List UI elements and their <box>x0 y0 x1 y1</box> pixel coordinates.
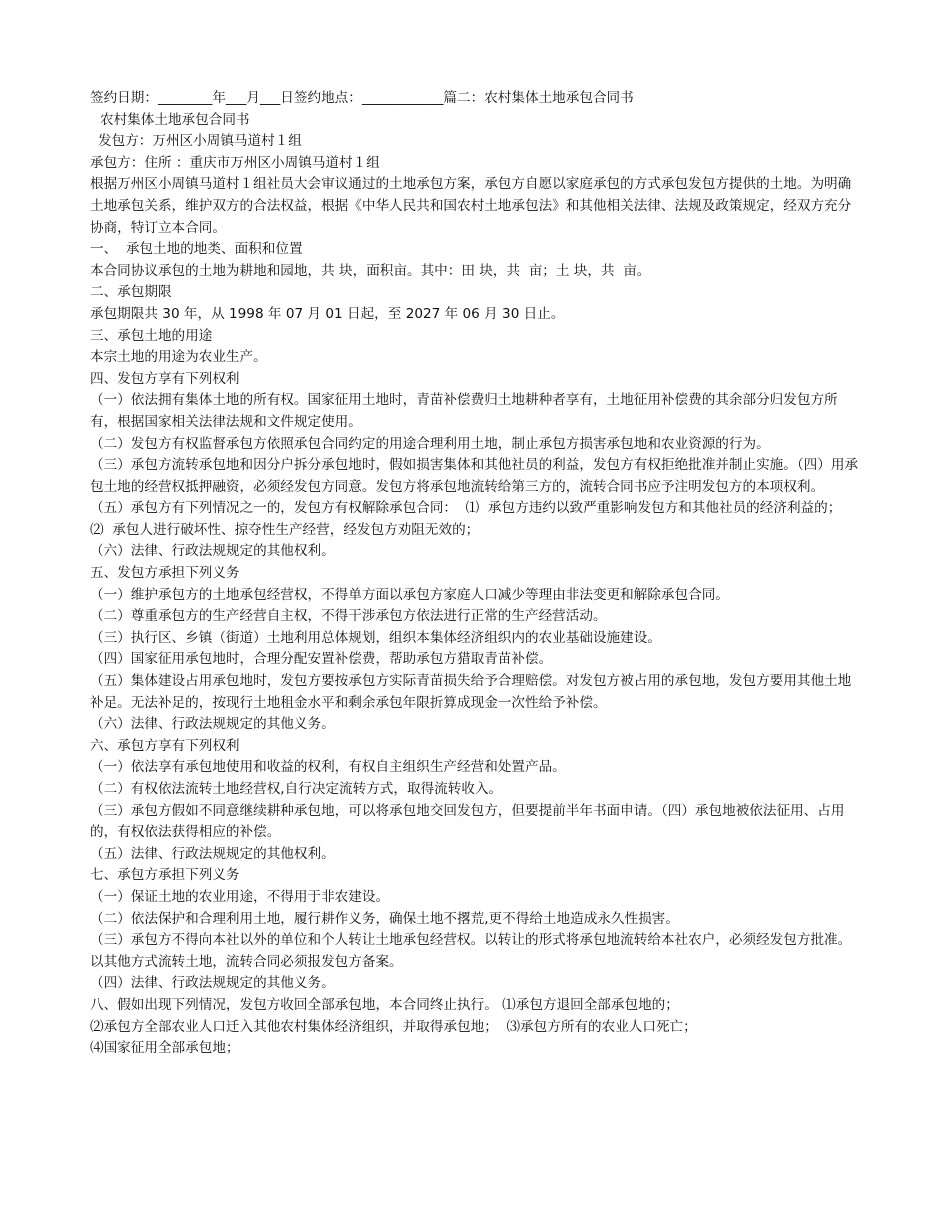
section-heading-3: 三、承包土地的用途 <box>90 327 213 344</box>
contract-document <box>90 88 862 1060</box>
clause: （二）尊重承包方的生产经营自主权，不得干涉承包方依法进行正常的生产经营活动。 <box>90 608 607 625</box>
paragraph: 承包期限共 30 年，从 1998 年 07 月 01 日起，至 2027 年 06 月 30 日止。 <box>90 305 565 322</box>
clause: （五）承包方有下列情况之一的，发包方有权解除承包合同： ⑴ 承包方违约以致严重影响发包方和其他社员的经济利益的； ⑵ 承包人进行破坏性、掠夺性生产经营，经发包方劝阻无效的； <box>90 500 850 538</box>
clause: （六）法律、行政法规规定的其他权利。 <box>90 543 335 560</box>
section-heading-8: 八、假如出现下列情况，发包方收回全部承包地，本合同终止执行。 ⑴承包方退回全部承包地的； <box>90 996 679 1013</box>
clause: （三）承包方流转承包地和因分户拆分承包地时，假如损害集体和其他社员的利益，发包方有权拒绝批准并制止实施。（四）用承包土地的经营权抵押融资，必须经发包方同意。发包方将承包地流转给第三方的，流转合同书应予注明发包方的本项权利。 <box>90 457 859 495</box>
clause: （五）集体建设占用承包地时，发包方要按承包方实际青苗损失给予合理赔偿。对发包方被占用的承包地，发包方要用其他土地补足。无法补足的，按现行土地租金水平和剩余承包年限折算成现金一次性给予补偿。 <box>90 673 852 711</box>
contractor-issuer: 发包方：万州区小周镇马道村１组 <box>98 133 302 150</box>
clause: （三）承包方不得向本社以外的单位和个人转让土地承包经营权。以转让的形式将承包地流转给本社农户，必须经发包方批准。以其他方式流转土地，流转合同必须报发包方备案。 <box>90 932 852 970</box>
clause: （三）承包方假如不同意继续耕种承包地，可以将承包地交回发包方，但要提前半年书面申请。（四）承包地被依法征用、占用的，有权依法获得相应的补偿。 <box>90 802 845 841</box>
clause: （四）国家征用承包地时，合理分配安置补偿费，帮助承包方猎取青苗补偿。 <box>90 651 553 668</box>
section-heading-6: 六、承包方享有下列权利 <box>90 737 240 754</box>
clause: （一）维护承包方的土地承包经营权，不得单方面以承包方家庭人口减少等理由非法变更和解除承包合同。 <box>90 586 729 603</box>
clause: （一）保证土地的农业用途，不得用于非农建设。 <box>90 888 390 905</box>
section-heading-5: 五、发包方承担下列义务 <box>90 565 240 582</box>
paragraph: 本宗土地的用途为农业生产。 <box>90 349 267 366</box>
preamble-paragraph: 根据万州区小周镇马道村１组社员大会审议通过的土地承包方案，承包方自愿以家庭承包的方式承包发包方提供的土地。为明确土地承包关系，维护双方的合法权益，根据《中华人民共和国农村土地承包法》和其他相关法律、法规及政策规定，经双方充分协商，特订立本合同。 <box>90 176 852 236</box>
clause: （五）法律、行政法规规定的其他权利。 <box>90 845 335 862</box>
section-heading-4: 四、发包方享有下列权利 <box>90 370 240 387</box>
clause: （六）法律、行政法规规定的其他义务。 <box>90 716 335 733</box>
clause: （二）有权依法流转土地经营权,自行决定流转方式，取得流转收入。 <box>90 781 503 797</box>
contractor-receiver: 承包方：住所 ：重庆市万州区小周镇马道村１组 <box>90 154 380 171</box>
signing-line: 签约日期：________年___月___日签约地点：____________篇二：农村集体土地承包合同书 <box>90 90 634 106</box>
section-heading-2: 二、承包期限 <box>90 284 172 301</box>
section-heading-7: 七、承包方承担下列义务 <box>90 867 240 884</box>
paragraph: 本合同协议承包的土地为耕地和园地，共 块，面积亩。其中：田 块，共 亩；土 块，共 亩。 <box>90 262 651 279</box>
clause: （四）法律、行政法规规定的其他义务。 <box>90 975 335 992</box>
clause: （一）依法拥有集体土地的所有权。国家征用土地时，青苗补偿费归土地耕种者享有，土地征用补偿费的其余部分归发包方所有，根据国家相关法律法规和文件规定使用。 <box>90 392 838 430</box>
clause: ⑷国家征用全部承包地； <box>90 1040 240 1057</box>
clause: ⑵承包方全部农业人口迁入其他农村集体经济组织，并取得承包地； ⑶承包方所有的农业人口死亡； <box>90 1018 697 1035</box>
clause: （二）发包方有权监督承包方依照承包合同约定的用途合理利用土地，制止承包方损害承包地和农业资源的行为。 <box>90 435 770 452</box>
section-heading-1: 一、 承包土地的地类、面积和位置 <box>90 241 303 258</box>
clause: （三）执行区、乡镇（街道）土地利用总体规划，组织本集体经济组织内的农业基础设施建设。 <box>90 629 661 646</box>
clause: （二）依法保护和合理利用土地，履行耕作义务，确保土地不撂荒,更不得给土地造成永久性损害。 <box>90 910 679 927</box>
contract-title: 农村集体土地承包合同书 <box>100 111 250 128</box>
clause: （一）依法享有承包地使用和收益的权利，有权自主组织生产经营和处置产品。 <box>90 759 566 776</box>
